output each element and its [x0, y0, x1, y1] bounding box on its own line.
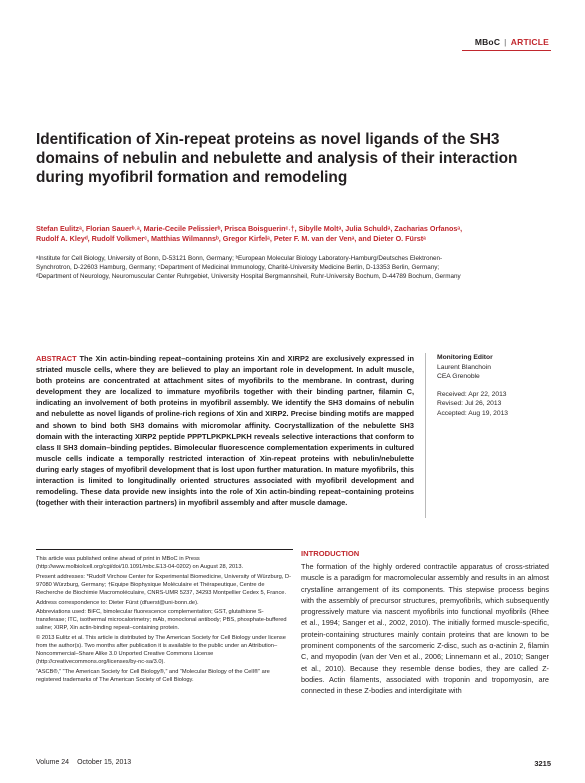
article-type: ARTICLE: [510, 37, 549, 47]
monitoring-editor-box: [437, 353, 557, 419]
folio: [36, 759, 131, 766]
monitoring-editor-heading: Monitoring Editor: [437, 354, 493, 361]
affiliations: ᵃInstitute for Cell Biology, University of Bonn, D-53121 Bonn, Germany; ᵇEuropean Molecular Biology Laboratory-Hamburg/Deutsches Elektronen-Synchrotron, D-22603 Hamburg, Germany; ᶜDepartment of Medicinal Immunology, Charité-University Medicine Berlin, D-13353 Berlin, Germany; ᵈDepartment of Neurology, Neuromuscular Center Ruhrgebiet, University Hospital Bergmannsheil, Ruhr-University Bochum, D-44789 Bochum, Germany: [36, 255, 461, 280]
header-separator: |: [504, 37, 507, 47]
issue-date: October 15, 2013: [77, 759, 132, 766]
monitoring-editor-divider: [425, 353, 426, 518]
accepted-date: Accepted: Aug 19, 2013: [437, 409, 509, 417]
page-number: 3215: [534, 759, 551, 768]
volume: Volume 24: [36, 759, 70, 766]
abstract-text: The Xin actin-binding repeat–containing proteins Xin and XIRP2 are exclusively expressed in striated muscle cells, where they are believed to play an important role in development. In adult muscle, both proteins are concentrated at attachment sites of myofibrils to the membrane. In contrast, during development they are localized to immature myofibrils together with their binding partner, filamin C, indicating an involvement of both proteins in myofibril assembly. We identify the SH3 domains of nebulin and nebulette as novel ligands of proline-rich regions of Xin and XIRP2. Precise binding motifs are mapped and shown to bind both SH3 domains with micromolar affinity. Cocrystallization of the nebulette SH3 domain with the interacting XIRP2 peptide PPPTLPKPKLPKH reveals selective interactions that conform to class II SH3 domain–binding peptides. Bimolecular fluorescence complementation experiments in cultured muscle cells indicate a temporally restricted interaction of Xin-repeat proteins with nebulin/nebulette during early stages of myofibril development that is lost upon further maturation. In mature myofibrils, this interaction is limited to longitudinally oriented structures associated with myofibril development and remodeling. These data provide new insights into the role of Xin actin-binding repeat–containing proteins (together with their interaction partners) in myofibril assembly and after muscle damage.: [36, 354, 414, 508]
footnote-published: This article was published online ahead of print in MBoC in Press (http://www.molbiolcell.org/cgi/doi/10.1091/mbc.E13-04-0202) on August 28, 2013.: [36, 556, 244, 570]
footnote-trademarks: “ASCB®,” “The American Society for Cell Biology®,” and “Molecular Biology of the Cell®” are registered trademarks of The American Society of Cell Biology.: [36, 668, 270, 683]
monitoring-editor-institution: CEA Grenoble: [437, 373, 480, 381]
abstract: [36, 353, 414, 508]
received-date: Received: Apr 22, 2013: [437, 390, 507, 398]
article-title: Identification of Xin-repeat proteins as novel ligands of the SH3 domains of nebulin and nebulette and analysis of their interaction during myofibril formation and remodeling: [36, 131, 518, 186]
revised-date: Revised: Jul 26, 2013: [437, 400, 502, 408]
footnote-present-addresses: Present addresses: *Rudolf Virchow Center for Experimental Biomedicine, University of Würzburg, D-97080 Würzburg, Germany; †Equipe Biophysique Moléculaire et Thérapeutique, Centre de Recherche de Biochimie Macromoléculaire, CNRS-UMR 5237, 34293 Montpellier Cedex 5, France.: [36, 573, 291, 596]
journal-name: MBoC: [474, 37, 501, 47]
monitoring-editor-name: Laurent Blanchoin: [437, 363, 491, 371]
footnote-abbreviations: Abbreviations used: BiFC, bimolecular fluorescence complementation; GST, glutathione S-transferase; ITC, isothermal microcalorimetry; mAb, monoclonal antibody; PBS, phosphate-buffered saline; XIRP, Xin actin-binding repeat–containing protein.: [36, 609, 287, 632]
author-list: Stefan Eulitzᵃ, Florian Sauerᵇ˒ᵃ, Marie-Cecile Pelissierᵇ, Prisca Boisguerinᶜ˒†, Sibylle Moltᵃ, Julia Schuldᵃ, Zacharias Orfanosᵃ, Rudolf A. Kleyᵈ, Rudolf Volkmerᶜ, Matthias Wilmannsᵇ, Gregor Kirfelᵃ, Peter F. M. van der Venᵃ, and Dieter O. Fürstᵃ: [36, 224, 463, 243]
footnote-correspondence: Address correspondence to: Dieter Fürst (dfuerst@uni-bonn.de).: [36, 599, 199, 606]
header-rule: [462, 50, 551, 51]
introduction-text: The formation of the highly ordered contractile apparatus of cross-striated muscle is a paradigm for macromolecular assembly and results in an almost crystalline arrangement of its components. This stepwise process begins with the assembly of precursor structures, premyofibrils, which subsequently progressively mature via nascent myofibrils into functional myofibrils (Rhee et al., 1994; Sanger et al., 2002, 2010). The initially formed muscle-specific, protein-containing structures mainly contain proteins that are known to be prominent components of the sarcomeric Z-disc, such as α-actinin 2, filamin C, and myopodin (van der Ven et al., 2006; Linnemann et al., 2010; Sanger et al., 2010). Because they resemble dense bodies, they are called Z-bodies. Actin filaments, associated with troponin and tropomyosin, are connected in these Z-bodies and interdigitate with: [301, 562, 549, 696]
footnotes: [36, 556, 293, 687]
journal-section-tag: [475, 37, 549, 47]
footnote-rule: [36, 549, 293, 550]
abstract-label: ABSTRACT: [36, 354, 77, 363]
introduction-heading: INTRODUCTION: [301, 549, 360, 558]
footnote-copyright: © 2013 Eulitz et al. This article is distributed by The American Society for Cell Biology under license from the author(s). Two months after publication it is available to the public under an Attribution–Noncommercial–Share Alike 3.0 Unported Creative Commons License (http://creativecommons.org/licenses/by-nc-sa/3.0).: [36, 635, 286, 665]
